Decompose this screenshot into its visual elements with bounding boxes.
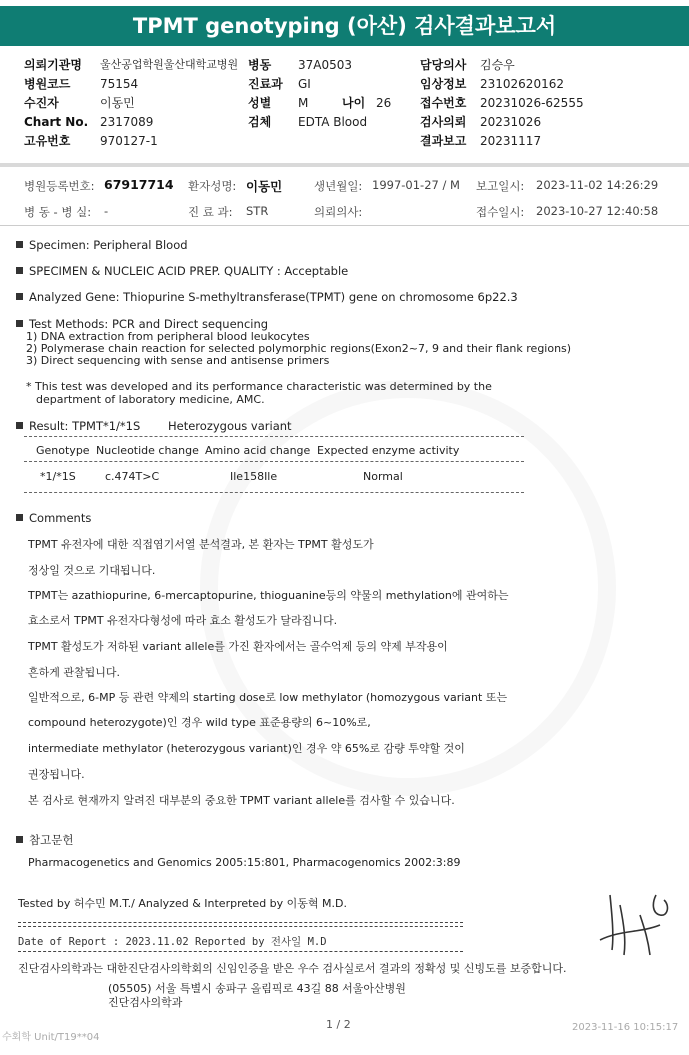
note-line-1: * This test was developed and its performance characteristic was determined by the	[26, 380, 492, 393]
page-number: 1 / 2	[326, 1018, 351, 1031]
specimen-value: EDTA Blood	[298, 115, 368, 129]
ward-value: 37A0503	[298, 58, 353, 72]
specimen-label: 검체	[248, 115, 272, 129]
report-label: 결과보고	[420, 134, 467, 148]
result-value: Heterozygous variant	[168, 419, 292, 433]
request-label: 검사의뢰	[420, 115, 467, 129]
table-cell-nucleotide: c.474T>C	[105, 470, 160, 483]
footer-unit: 수회학 Unit/T19**04	[2, 1032, 100, 1043]
doctor-value: 김승우	[480, 58, 515, 72]
report-time-label: 보고일시:	[476, 179, 525, 193]
tested-by-line: Tested by 허수민 M.T./ Analyzed & Interpreted by 이동혁 M.D.	[18, 897, 347, 910]
dept2-value: STR	[246, 204, 269, 218]
bullet-square-icon	[16, 422, 23, 429]
quality-text: SPECIMEN & NUCLEIC ACID PREP. QUALITY : Acceptable	[29, 264, 349, 278]
dept-label: 진료과	[248, 77, 283, 91]
dob-label: 생년월일:	[314, 179, 363, 193]
comment-line: 흔하게 관찰됩니다.	[28, 666, 121, 679]
receipt-time-value: 2023-10-27 12:40:58	[536, 204, 659, 218]
table-header-enzyme: Expected enzyme activity	[317, 444, 460, 457]
bullet-square-icon	[16, 320, 23, 327]
receipt-time-label: 접수일시:	[476, 205, 525, 219]
result-label: Result: TPMT*1/*1S	[29, 419, 141, 433]
comment-line: 정상일 것으로 기대됩니다.	[28, 564, 156, 577]
requesting-doctor-label: 의뢰의사:	[314, 205, 363, 219]
table-header-genotype: Genotype	[36, 444, 90, 457]
sex-value: M	[298, 96, 309, 110]
report-divider-2	[18, 926, 463, 927]
gene-line	[16, 290, 518, 304]
method-step-3: 3) Direct sequencing with sense and antisense primers	[26, 354, 330, 367]
method-step-1: 1) DNA extraction from peripheral blood leukocytes	[26, 330, 310, 343]
dob-value: 1997-01-27 / M	[372, 178, 460, 192]
comments-heading	[16, 511, 91, 525]
dept2-label: 진 료 과:	[188, 205, 233, 219]
age-label: 나이	[342, 96, 366, 110]
handwritten-signature	[590, 885, 680, 965]
age-value: 26	[376, 96, 392, 110]
method-step-2: 2) Polymerase chain reaction for selected polymorphic regions(Exon2~7, 9 and their flank regions)	[26, 342, 572, 355]
report-value: 20231117	[480, 134, 542, 148]
bullet-square-icon	[16, 267, 23, 274]
report-time-value: 2023-11-02 14:26:29	[536, 178, 659, 192]
ward-label: 병동	[248, 58, 272, 72]
hospital-value: 울산공업학원울산대학교병원	[100, 58, 239, 71]
comment-line: 효소로서 TPMT 유전자다형성에 따라 효소 활성도가 달라집니다.	[28, 614, 338, 627]
table-cell-genotype: *1/*1S	[40, 470, 76, 483]
receipt-value: 20231026-62555	[480, 96, 584, 110]
id-label: 고유번호	[24, 134, 71, 148]
report-divider-3	[18, 951, 463, 952]
clinical-label: 임상정보	[420, 77, 467, 91]
comment-line: compound heterozygote)인 경우 wild type 표준용량의 6~10%로,	[28, 716, 371, 729]
address-line-1: (05505) 서울 특별시 송파구 올림픽로 43길 88 서울아산병원	[108, 982, 406, 995]
table-header-nucleotide: Nucleotide change	[96, 444, 199, 457]
patient-label: 수진자	[24, 96, 59, 110]
header-divider	[0, 163, 689, 167]
specimen-text: Specimen: Peripheral Blood	[29, 238, 188, 252]
table-cell-amino-acid: Ile158Ile	[230, 470, 278, 483]
code-value: 75154	[100, 77, 139, 91]
footer-timestamp: 2023-11-16 10:15:17	[572, 1022, 679, 1033]
references-text: Pharmacogenetics and Genomics 2005:15:801, Pharmacogenomics 2002:3:89	[28, 856, 461, 869]
table-top-border	[24, 436, 524, 437]
address-line-2: 진단검사의학과	[108, 996, 183, 1009]
dept-value: GI	[298, 77, 311, 91]
comment-line: TPMT는 azathiopurine, 6-mercaptopurine, thioguanine등의 약물의 methylation에 관여하는	[28, 589, 509, 602]
reg-value: 67917714	[104, 177, 174, 192]
doctor-label: 담당의사	[420, 58, 467, 72]
comment-line: 일반적으로, 6-MP 등 관련 약제의 starting dose로 low methylator (homozygous variant 또는	[28, 691, 508, 704]
ward-room-value: -	[104, 204, 109, 218]
comments-title: Comments	[29, 511, 92, 525]
table-bottom-border	[24, 492, 524, 493]
report-title: TPMT genotyping (아산) 검사결과보고서	[0, 6, 689, 46]
certification-text: 진단검사의학과는 대한진단검사의학회의 신임인증을 받은 우수 검사실로서 결과의 정확성 및 신빙도를 보증합니다.	[18, 962, 567, 975]
clinical-value: 23102620162	[480, 77, 564, 91]
note-line-2: department of laboratory medicine, AMC.	[36, 393, 265, 406]
comment-line: 본 검사로 현재까지 알려진 대부분의 중요한 TPMT variant allele를 검사할 수 있습니다.	[28, 794, 455, 807]
table-header-amino-acid: Amino acid change	[205, 444, 311, 457]
result-line	[16, 419, 140, 433]
methods-text: Test Methods: PCR and Direct sequencing	[29, 317, 269, 331]
methods-line	[16, 317, 268, 331]
chart-label: Chart No.	[24, 115, 89, 129]
report-divider-1	[18, 922, 463, 923]
date-of-report-line: Date of Report : 2023.11.02 Reported by 전사일 M.D	[18, 936, 327, 948]
receipt-label: 접수번호	[420, 96, 467, 110]
comment-line: TPMT 활성도가 저하된 variant allele를 가진 환자에서는 골수억제 등의 약제 부작용이	[28, 640, 448, 653]
info-divider	[0, 225, 689, 226]
quality-line	[16, 264, 348, 278]
gene-text: Analyzed Gene: Thiopurine S-methyltransferase(TPMT) gene on chromosome 6p22.3	[29, 290, 518, 304]
id-value: 970127-1	[100, 134, 158, 148]
name-label: 환자성명:	[188, 179, 237, 193]
comment-line: TPMT 유전자에 대한 직접염기서열 분석결과, 본 환자는 TPMT 활성도가	[28, 538, 374, 551]
comment-line: 권장됩니다.	[28, 768, 85, 781]
request-value: 20231026	[480, 115, 542, 129]
hospital-label: 의뢰기관명	[24, 58, 82, 72]
reg-label: 병원등록번호:	[24, 179, 95, 193]
table-header-border	[24, 461, 524, 462]
table-cell-enzyme: Normal	[363, 470, 403, 483]
bullet-square-icon	[16, 293, 23, 300]
references-heading	[16, 832, 73, 848]
bullet-square-icon	[16, 241, 23, 248]
specimen-line	[16, 238, 188, 252]
name-value: 이동민	[246, 179, 283, 194]
comment-line: intermediate methylator (heterozygous variant)인 경우 약 65%로 감량 투약할 것이	[28, 742, 465, 755]
sex-label: 성별	[248, 96, 272, 110]
bullet-square-icon	[16, 836, 23, 843]
references-title: 참고문헌	[29, 833, 74, 847]
patient-value: 이동민	[100, 96, 135, 110]
ward-room-label: 병 동 - 병 실:	[24, 205, 92, 219]
code-label: 병원코드	[24, 77, 71, 91]
chart-value: 2317089	[100, 115, 154, 129]
bullet-square-icon	[16, 514, 23, 521]
